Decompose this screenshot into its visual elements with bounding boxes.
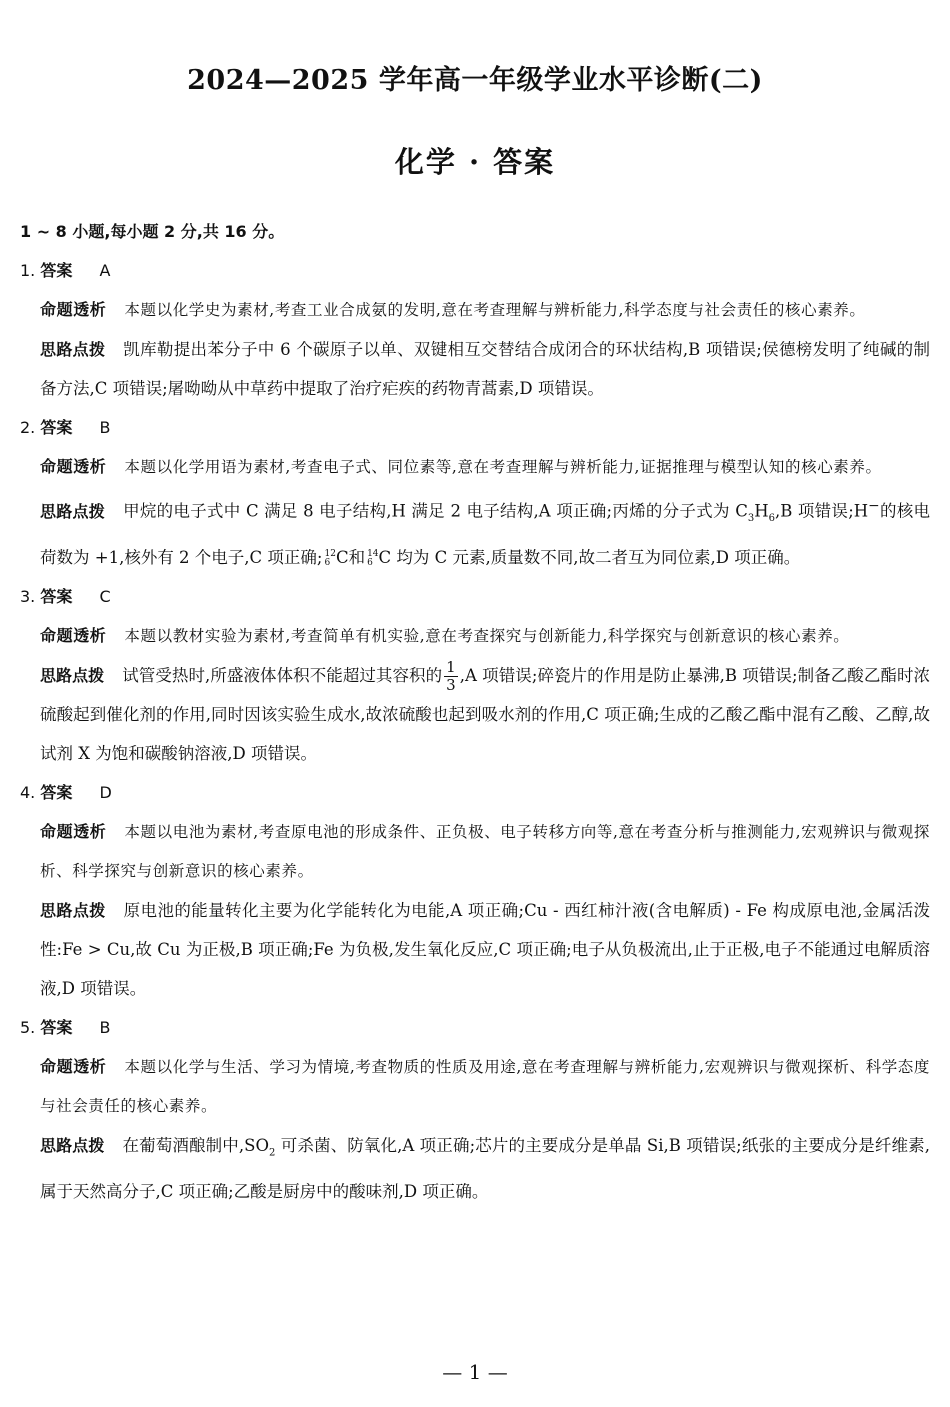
hint-text-part-1: 试管受热时,所盛液体体积不能超过其容积的: [122, 665, 443, 685]
hint-text-part-1: 甲烷的电子式中 C 满足 8 电子结构,H 满足 2 电子结构,A 项正确;丙烯的分子式为 C: [123, 501, 748, 521]
analysis-text: 本题以化学与生活、学习为情境,考查物质的性质及用途,意在考查理解与辨析能力,宏观辨识与微观探析、科学态度与社会责任的核心素养。: [40, 1057, 931, 1115]
isotope-c14-notation: [367, 550, 378, 568]
fraction-denominator: 3: [446, 675, 456, 694]
question-5-header: [20, 1008, 930, 1047]
analysis-text: 本题以化学史为素材,考查工业合成氨的发明,意在考查理解与辨析能力,科学态度与社会责任的核心素养。: [124, 301, 866, 319]
hint-label: 思路点拨: [40, 900, 106, 920]
answer-choice: C: [99, 586, 111, 606]
and-word: 和: [348, 547, 366, 567]
question-2-hint: [40, 487, 930, 577]
hint-label: 思路点拨: [40, 340, 106, 359]
fraction-one-third: [444, 659, 458, 694]
so2-subscript: 2: [269, 1147, 276, 1159]
hint-text-part-2: ,A 项错误;碎瓷片的作用是防止暴沸,B 项错误;制备乙酸乙酯时浓硫酸起到催化剂的作用,同时因该实验生成水,故浓硫酸也起到吸水剂的作用,C 项正确;生成的乙酸乙酯中混有乙酸、乙醇,故试剂 X 为饱和碳酸钠溶液,D 项错误。: [40, 665, 930, 763]
atomic-number-6: 6: [324, 557, 331, 568]
document-subtitle: 化学 · 答案: [394, 145, 556, 179]
question-4-header: [20, 773, 930, 812]
hint-text-part-4: C 均为 C 元素,质量数不同,故二者互为同位素,D 项正确。: [378, 547, 801, 567]
question-3-analysis: [40, 616, 930, 656]
analysis-label: 命题透析: [40, 625, 107, 645]
mass-number-12: 12: [324, 548, 336, 559]
hint-text-part-3: 的核电荷数为 +1,核外有 2 个电子,C 项正确;: [40, 501, 930, 567]
question-3-header: [20, 577, 930, 616]
document-title: 2024—2025 学年高一年级学业水平诊断(二): [187, 65, 763, 96]
question-1-hint: [40, 330, 930, 408]
hint-text: 原电池的能量转化主要为化学能转化为电能,A 项正确;Cu - 西红柿汁液(含电解质) - Fe 构成原电池,金属活泼性:Fe > Cu,故 Cu 为正极,B 项正确;Fe 为负极,发生氧化反应,C 项正确;电子从负极流出,止于正极,电子不能通过电解质溶液,D 项错误。: [40, 900, 930, 998]
question-number: 3.: [20, 586, 36, 606]
question-5-analysis: [40, 1047, 930, 1126]
hint-label: 思路点拨: [40, 665, 105, 685]
question-1-analysis: [40, 290, 930, 330]
question-2-header: [20, 408, 930, 447]
carbon-symbol: C: [335, 547, 349, 567]
answer-choice: A: [99, 261, 111, 280]
fraction-numerator: 1: [446, 657, 456, 676]
analysis-text: 本题以化学用语为素材,考查电子式、同位素等,意在考查理解与辨析能力,证据推理与模型认知的核心素养。: [124, 458, 882, 476]
answer-choice: B: [99, 1017, 111, 1037]
analysis-text: 本题以教材实验为素材,考查简单有机实验,意在考查探究与创新能力,科学探究与创新意识的核心素养。: [124, 626, 850, 645]
analysis-label: 命题透析: [40, 1056, 107, 1076]
hydride-charge: −: [868, 498, 880, 514]
hint-label: 思路点拨: [40, 1135, 105, 1155]
question-4-hint: [40, 891, 930, 1008]
answer-label: 答案: [40, 782, 73, 802]
hint-text-part-1: 在葡萄酒酿制中,SO: [122, 1135, 269, 1155]
answer-label: 答案: [40, 261, 73, 280]
hint-text-part-2: 可杀菌、防氧化,A 项正确;芯片的主要成分是单晶 Si,B 项错误;纸张的主要成分是纤维素,属于天然高分子,C 项正确;乙酸是厨房中的酸味剂,D 项正确。: [40, 1135, 930, 1202]
atomic-number-6: 6: [367, 557, 373, 568]
question-3-hint: [40, 656, 930, 773]
answer-label: 答案: [40, 418, 73, 437]
analysis-label: 命题透析: [40, 457, 107, 476]
carbon-subscript: 3: [747, 512, 755, 524]
question-4-analysis: [40, 812, 930, 891]
analysis-label: 命题透析: [40, 821, 107, 841]
question-number: 4.: [20, 782, 36, 802]
mass-number-14: 14: [367, 548, 379, 559]
question-1-header: [20, 251, 930, 290]
answer-label: 答案: [40, 1017, 73, 1037]
hydrogen-letter: H: [754, 501, 769, 521]
question-number: 2.: [20, 418, 36, 437]
answer-label: 答案: [40, 586, 73, 606]
page-number: — 1 —: [442, 1360, 508, 1384]
question-number: 1.: [20, 261, 36, 280]
hint-text: 凯库勒提出苯分子中 6 个碳原子以单、双键相互交替结合成闭合的环状结构,B 项错误;侯德榜发明了纯碱的制备方法,C 项错误;屠呦呦从中草药中提取了治疗疟疾的药物青蒿素,D 项错误。: [40, 340, 930, 398]
analysis-text: 本题以电池为素材,考查原电池的形成条件、正负极、电子转移方向等,意在考查分析与推测能力,宏观辨识与微观探析、科学探究与创新意识的核心素养。: [40, 822, 931, 880]
analysis-label: 命题透析: [40, 300, 107, 319]
answer-choice: D: [99, 782, 112, 802]
answer-content: [20, 212, 930, 1211]
isotope-c12-notation: [324, 550, 335, 568]
question-5-hint: [40, 1126, 930, 1211]
hint-label: 思路点拨: [40, 501, 106, 521]
answer-choice: B: [99, 418, 111, 437]
section-intro: 1 ~ 8 小题,每小题 2 分,共 16 分。: [20, 222, 285, 241]
question-2-analysis: [40, 447, 930, 487]
hydrogen-subscript: 6: [768, 512, 775, 524]
hint-text-part-2: ,B 项错误;H: [775, 501, 869, 521]
question-number: 5.: [20, 1017, 36, 1037]
